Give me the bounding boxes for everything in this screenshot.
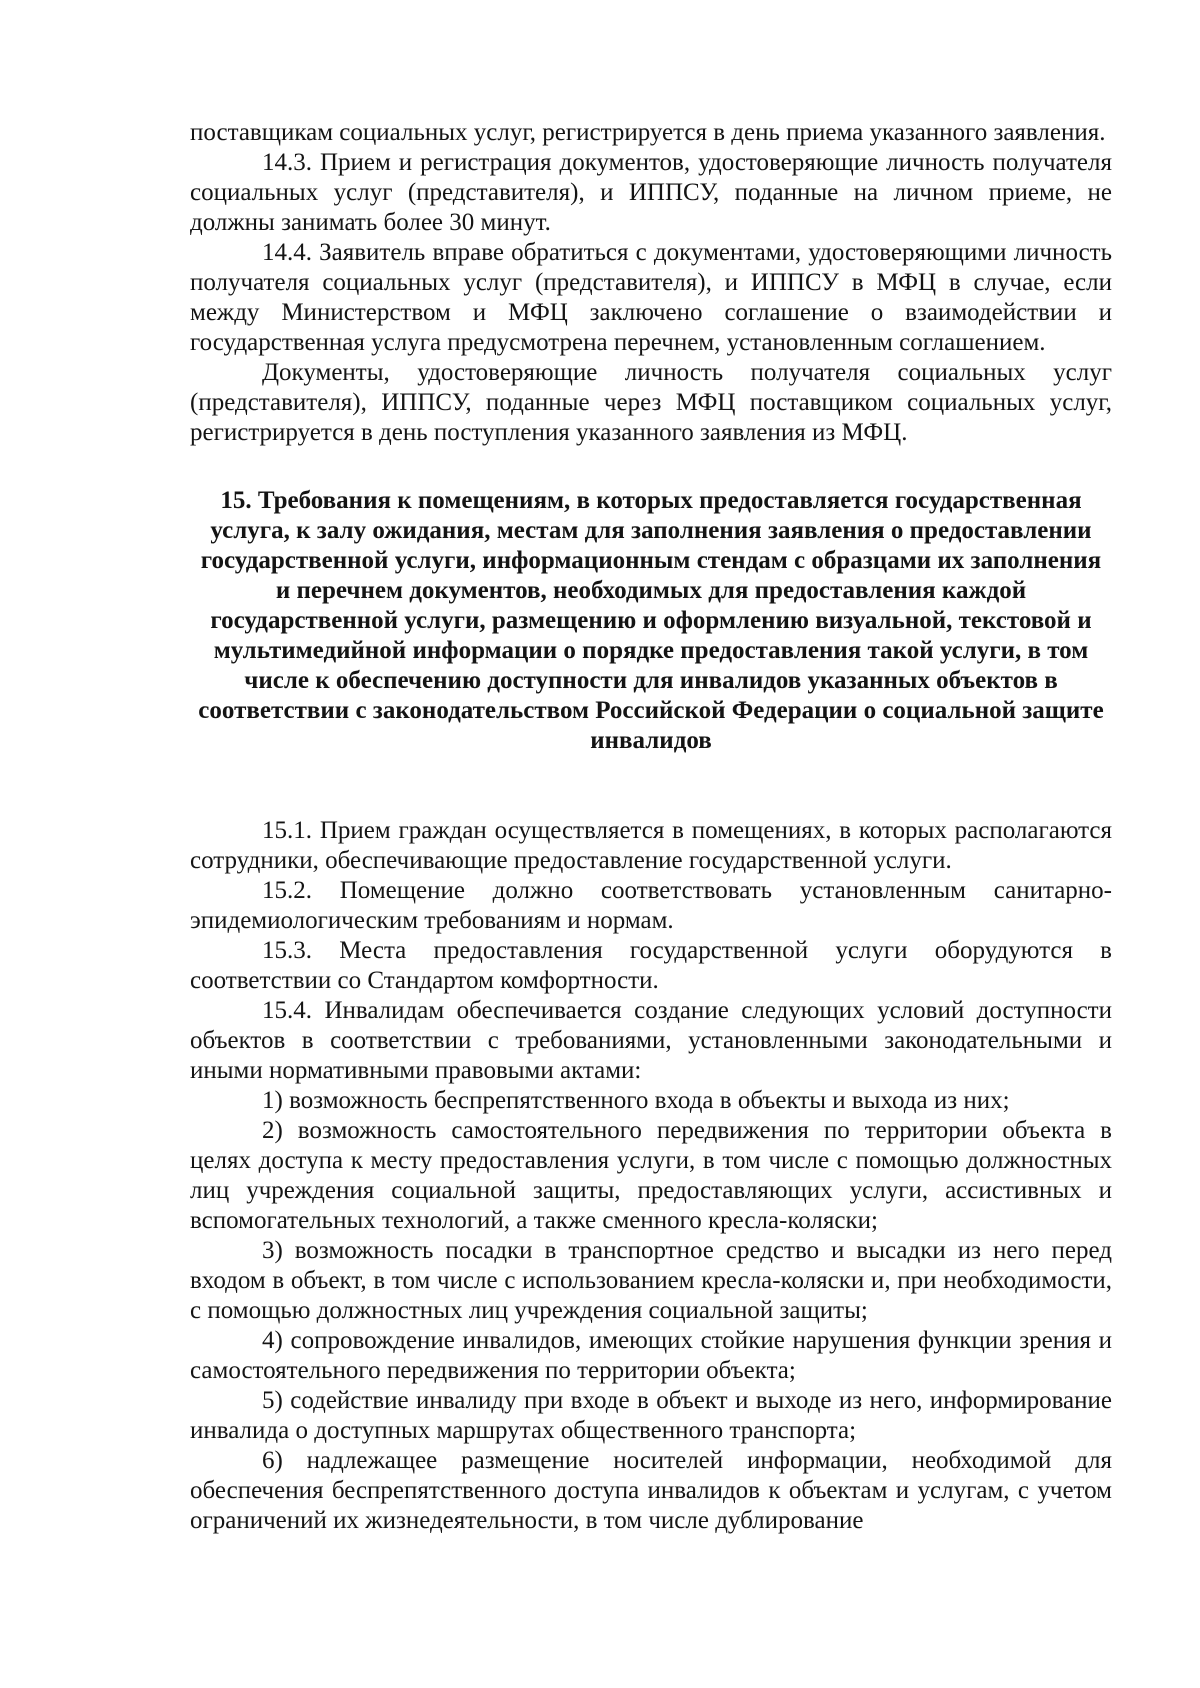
paragraph-14-4: 14.4. Заявитель вправе обратиться с документами, удостоверяющими личность получателя социальных услуг (представителя), и ИППСУ в МФЦ в случае, если между Министерством и МФЦ заключено соглашение о взаимодействии и государственная услуга предусмотрена перечнем, установленным соглашением. — [190, 239, 1112, 356]
list-item-1: 1) возможность беспрепятственного входа в объекты и выхода из них; — [262, 1087, 1010, 1114]
list-item-4: 4) сопровождение инвалидов, имеющих стойкие нарушения функции зрения и самостоятельного передвижения по территории объекта; — [190, 1327, 1112, 1384]
list-item-5: 5) содействие инвалиду при входе в объект и выходе из него, информирование инвалида о доступных маршрутах общественного транспорта; — [190, 1387, 1112, 1444]
paragraph-14-3: 14.3. Прием и регистрация документов, удостоверяющие личность получателя социальных услуг (представителя), и ИППСУ, поданные на личном приеме, не должны занимать более 30 минут. — [190, 149, 1112, 236]
paragraph-continuation: поставщикам социальных услуг, регистрируется в день приема указанного заявления. — [190, 119, 1106, 146]
paragraph-documents: Документы, удостоверяющие личность получателя социальных услуг (представителя), ИППСУ, поданные через МФЦ поставщиком социальных услуг, регистрируется в день поступления указанного заявления из МФЦ. — [190, 359, 1112, 446]
section-heading-15: 15. Требования к помещениям, в которых предоставляется государственная услуга, к залу ожидания, местам для заполнения заявления о предоставлении государственной услуги, информационным стендам с образцами их заполнения и перечнем документов, необходимых для предоставления каждой государственной услуги, размещению и оформлению визуальной, текстовой и мультимедийной информации о порядке предоставления такой услуги, в том числе к обеспечению доступности для инвалидов указанных объектов в соответствии с законодательством Российской Федерации о социальной защите инвалидов — [198, 487, 1104, 754]
list-item-2: 2) возможность самостоятельного передвижения по территории объекта в целях доступа к месту предоставления услуги, в том числе с помощью должностных лиц учреждения социальной защиты, предоставляющих услуги, ассистивных и вспомогательных технологий, а также сменного кресла-коляски; — [190, 1117, 1112, 1234]
list-item-6: 6) надлежащее размещение носителей информации, необходимой для обеспечения беспрепятственного доступа инвалидов к объектам и услугам, с учетом ограничений их жизнедеятельности, в том числе дублирование — [190, 1447, 1112, 1534]
list-item-3: 3) возможность посадки в транспортное средство и высадки из него перед входом в объект, в том числе с использованием кресла-коляски и, при необходимости, с помощью должностных лиц учреждения социальной защиты; — [190, 1237, 1112, 1324]
paragraph-15-4: 15.4. Инвалидам обеспечивается создание следующих условий доступности объектов в соответствии с требованиями, установленными законодательными и иными нормативными правовыми актами: — [190, 997, 1112, 1084]
document-page — [190, 118, 1112, 1536]
paragraph-15-3: 15.3. Места предоставления государственной услуги оборудуются в соответствии со Стандартом комфортности. — [190, 937, 1112, 994]
paragraph-15-2: 15.2. Помещение должно соответствовать установленным санитарно-эпидемиологическим требованиям и нормам. — [190, 877, 1112, 934]
paragraph-15-1: 15.1. Прием граждан осуществляется в помещениях, в которых располагаются сотрудники, обеспечивающие предоставление государственной услуги. — [190, 817, 1112, 874]
